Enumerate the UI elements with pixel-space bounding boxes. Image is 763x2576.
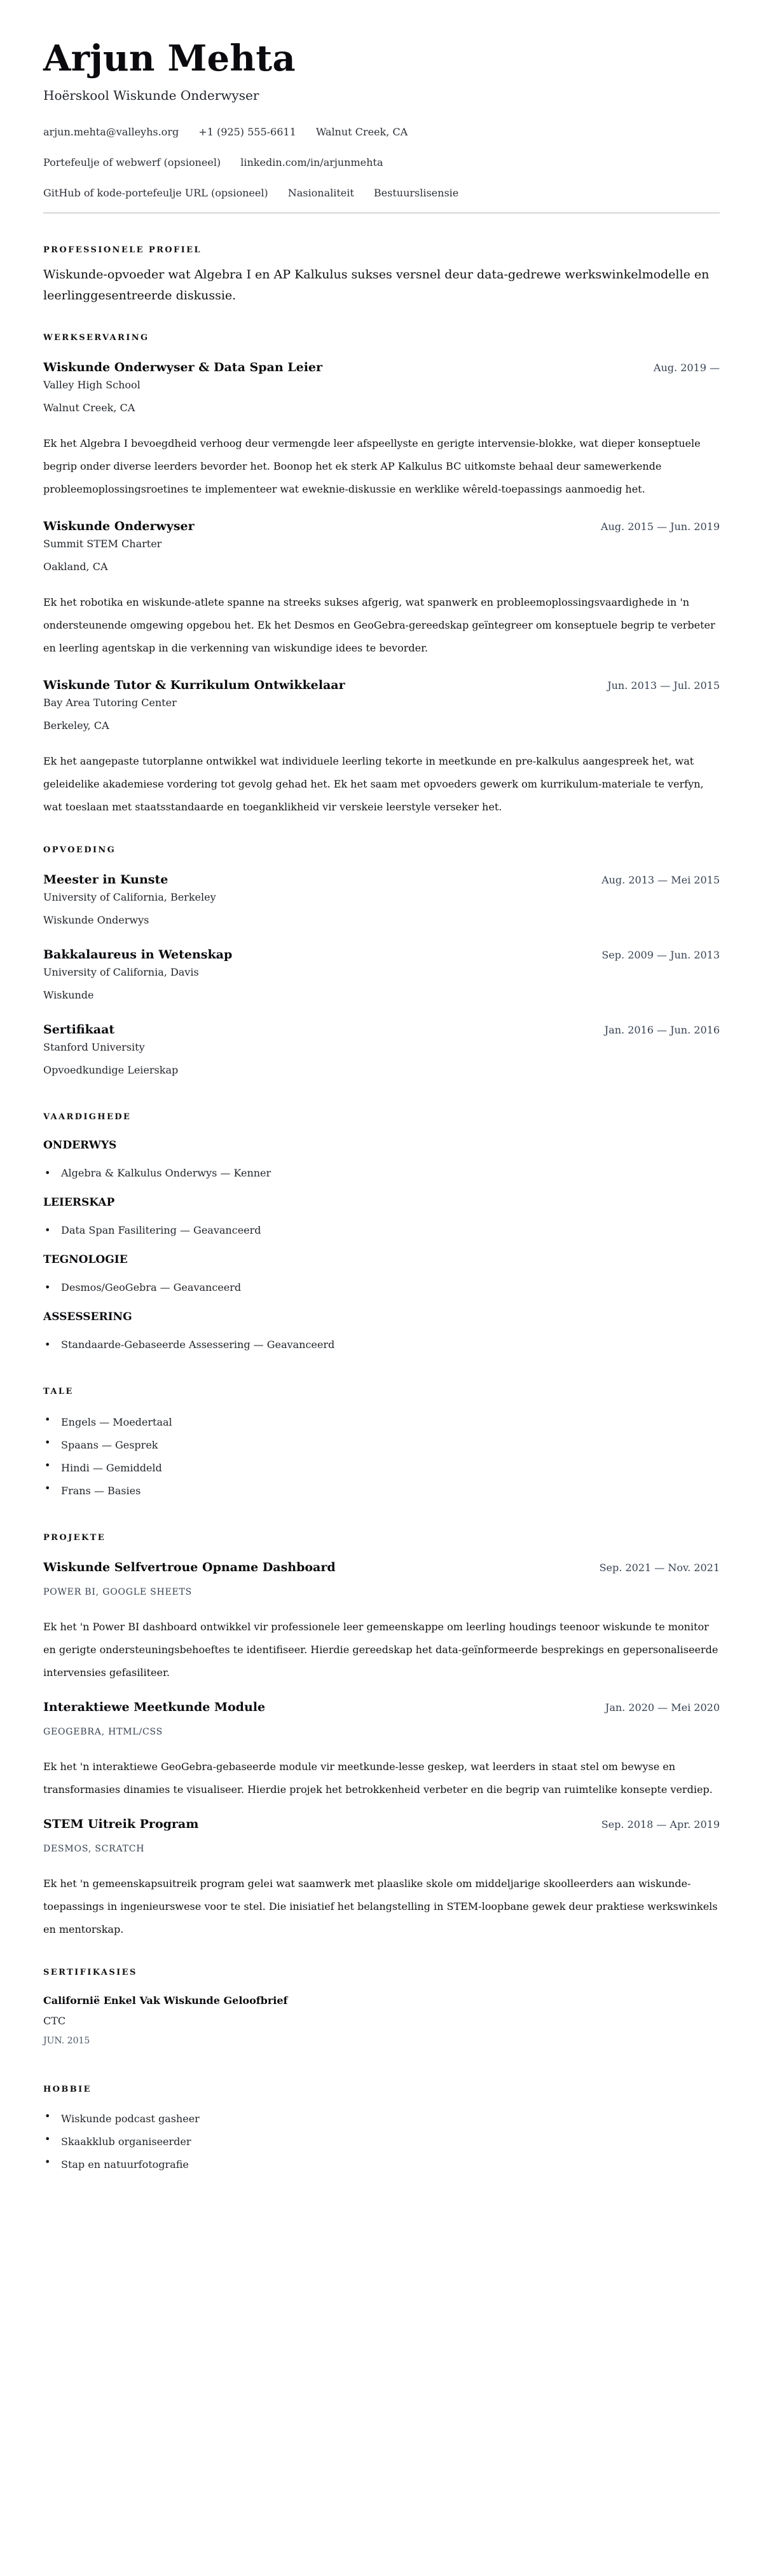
certification-date: JUN. 2015 [43,2036,90,2046]
hobby-list [43,2109,720,2177]
skill-item: • Desmos/GeoGebra — Geavanceerd [43,1280,720,1295]
job-description: Ek het aangepaste tutorplanne ontwikkel wat individuele leerling tekorte in meetkunde en pre-kalkulus aangespreek het, wat geleidelike akademiese vordering tot gevolg gehad het. Ek het saam met opvoeders gewerk om kurrikulum-materiale te verfyn, wat toeslaan met staatsstandaarde en toeganklikheid vir verskeie leerstyle verseker het. [43,755,704,813]
project-entry [43,1558,720,1684]
hobby-item: • Skaakklub organiseerder [43,2132,720,2155]
education-dates: Aug. 2013 — Mei 2015 [601,874,720,886]
certification-entry [43,1993,720,2048]
section-title: TALE [43,1387,74,1396]
job-dates: Aug. 2015 — Jun. 2019 [600,521,720,533]
contact-row [43,178,720,208]
linkedin-link[interactable]: linkedin.com/in/arjunmehta [240,156,383,168]
education-dates: Jan. 2016 — Jun. 2016 [604,1024,720,1036]
education-entry [43,1021,720,1078]
skill-item: • Data Span Fasilitering — Geavanceerd [43,1223,720,1238]
contact-row [43,117,720,147]
project-name: Interaktiewe Meetkunde Module [43,1700,266,1714]
job-location: Oakland, CA [43,561,108,573]
skill-list [43,1166,720,1181]
portfolio-link[interactable]: Portefeulje of webwerf (opsioneel) [43,156,221,168]
email-link[interactable]: arjun.mehta@valleyhs.org [43,126,179,138]
project-tech: DESMOS, SCRATCH [43,1844,145,1854]
certification-name: Californië Enkel Vak Wiskunde Geloofbrief [43,1994,288,2007]
hobbies-section [43,2083,720,2177]
project-description: Ek het 'n gemeenskapsuitreik program gelei wat saamwerk met plaaslike skole om middeljarige skoolleerders aan wiskunde-toepassings in ingenieurswese voor te stel. Die inisiatief het belangstelling in STEM-loopbane gewek deur praktiese werkswinkels en mentorskap. [43,1877,718,1935]
resume-header [43,37,720,208]
skill-item: • Algebra & Kalkulus Onderwys — Kenner [43,1166,720,1181]
school: University of California, Berkeley [43,891,216,903]
employer: Bay Area Tutoring Center [43,697,177,709]
candidate-headline: Hoërskool Wiskunde Onderwyser [43,88,259,103]
project-entry [43,1815,720,1941]
section-title: HOBBIE [43,2085,92,2094]
job-title: Wiskunde Onderwyser [43,519,195,533]
skills-section [43,1111,720,1353]
education-dates: Sep. 2009 — Jun. 2013 [601,949,720,961]
job-description: Ek het Algebra I bevoegdheid verhoog deur vermengde leer afspeellyste en gerigte intervensie-blokke, wat dieper konseptuele begrip onder diverse leerders bevorder het. Boonop het ek sterk AP Kalkulus BC uitkomste behaal deur samewerkende probleemoplossingsroetines te implementeer wat eweknie-diskussie en werklike wêreld-toepassings aanmoedig het. [43,437,701,495]
school: Stanford University [43,1041,145,1053]
education-entry [43,871,720,928]
skill-list [43,1280,720,1295]
job-dates: Jun. 2013 — Jul. 2015 [607,679,720,692]
languages-section [43,1386,720,1504]
section-title: WERKSERVARING [43,333,149,343]
field-of-study: Wiskunde [43,989,94,1001]
candidate-name: Arjun Mehta [43,37,296,79]
experience-entry [43,358,720,501]
skill-category: LEIERSKAP [43,1196,115,1209]
experience-entry [43,676,720,819]
education-section [43,844,720,1078]
degree: Sertifikaat [43,1023,115,1037]
profile-summary: Wiskunde-opvoeder wat Algebra I en AP Kalkulus sukses versnel deur data-gedrewe werkswinkelmodelle en leerlinggesentreerde diskussie. [43,268,710,303]
hobby-item: • Stap en natuurfotografie [43,2155,720,2177]
certifications-section [43,1966,720,2048]
job-description: Ek het robotika en wiskunde-atlete spanne na streeks sukses afgerig, wat spanwerk en probleemoplossingsvaardighede in 'n ondersteunende omgewing opgebou het. Ek het Desmos en GeoGebra-gereedskap geïntegreer om konseptuele begrip te verbeter en leerling agentskap in die verkenning van wiskundige idees te bevorder. [43,596,715,654]
certification-issuer: CTC [43,2015,66,2027]
section-title: PROFESSIONELE PROFIEL [43,245,202,255]
language-item: • Engels — Moedertaal [43,1412,720,1435]
section-title: PROJEKTE [43,1533,106,1543]
header-divider [43,212,720,214]
language-item: • Frans — Basies [43,1481,720,1504]
projects-section [43,1532,720,1941]
experience-section [43,332,720,819]
job-dates: Aug. 2019 — [653,362,720,374]
job-title: Wiskunde Tutor & Kurrikulum Ontwikkelaar [43,678,345,692]
degree: Bakkalaureus in Wetenskap [43,948,233,962]
contact-info [43,117,720,208]
employer: Summit STEM Charter [43,538,162,550]
field-of-study: Wiskunde Onderwys [43,914,149,926]
drivers-license: Bestuurslisensie [373,187,459,199]
job-title: Wiskunde Onderwyser & Data Span Leier [43,360,323,374]
project-dates: Jan. 2020 — Mei 2020 [605,1701,720,1714]
degree: Meester in Kunste [43,873,168,887]
profile-section [43,244,720,306]
project-name: Wiskunde Selfvertroue Opname Dashboard [43,1560,336,1574]
language-item: • Spaans — Gesprek [43,1435,720,1458]
phone-number[interactable]: +1 (925) 555-6611 [198,126,296,138]
nationality: Nasionaliteit [287,187,354,199]
project-tech: GEOGEBRA, HTML/CSS [43,1727,163,1737]
github-link[interactable]: GitHub of kode-portefeulje URL (opsioneel) [43,187,268,199]
project-dates: Sep. 2018 — Apr. 2019 [601,1818,720,1830]
project-tech: POWER BI, GOOGLE SHEETS [43,1587,193,1597]
education-entry [43,946,720,1003]
contact-row [43,147,720,178]
skill-category: TEGNOLOGIE [43,1253,128,1266]
project-description: Ek het 'n Power BI dashboard ontwikkel vir professionele leer gemeenskappe om leerling houdings teenoor wiskunde te monitor en gerigte ondersteuningsbehoeftes te identifiseer. Hierdie gereedskap het data-geïnformeerde besprekings en gepersonaliseerde intervensies gefasiliteer. [43,1621,718,1679]
section-title: OPVOEDING [43,845,116,855]
field-of-study: Opvoedkundige Leierskap [43,1064,179,1076]
section-title: SERTIFIKASIES [43,1968,137,1977]
section-title: VAARDIGHEDE [43,1112,132,1122]
skill-list [43,1223,720,1238]
project-description: Ek het 'n interaktiewe GeoGebra-gebaseerde module vir meetkunde-lesse geskep, wat leerders in staat stel om bewyse en transformasies dinamies te visualiseer. Hierdie projek het betrokkenheid verbeter en die begrip van ruimtelike konsepte verdiep. [43,1761,713,1796]
job-location: Walnut Creek, CA [43,402,135,414]
project-entry [43,1698,720,1801]
project-name: STEM Uitreik Program [43,1817,199,1831]
job-location: Berkeley, CA [43,719,109,732]
location: Walnut Creek, CA [315,126,408,138]
skill-category: ONDERWYS [43,1139,117,1152]
skill-list [43,1337,720,1353]
school: University of California, Davis [43,966,199,978]
experience-entry [43,517,720,660]
project-dates: Sep. 2021 — Nov. 2021 [599,1562,720,1574]
language-item: • Hindi — Gemiddeld [43,1458,720,1481]
skill-category: ASSESSERING [43,1311,132,1323]
employer: Valley High School [43,379,141,391]
skill-item: • Standaarde-Gebaseerde Assessering — Geavanceerd [43,1337,720,1353]
hobby-item: • Wiskunde podcast gasheer [43,2109,720,2132]
language-list [43,1412,720,1504]
